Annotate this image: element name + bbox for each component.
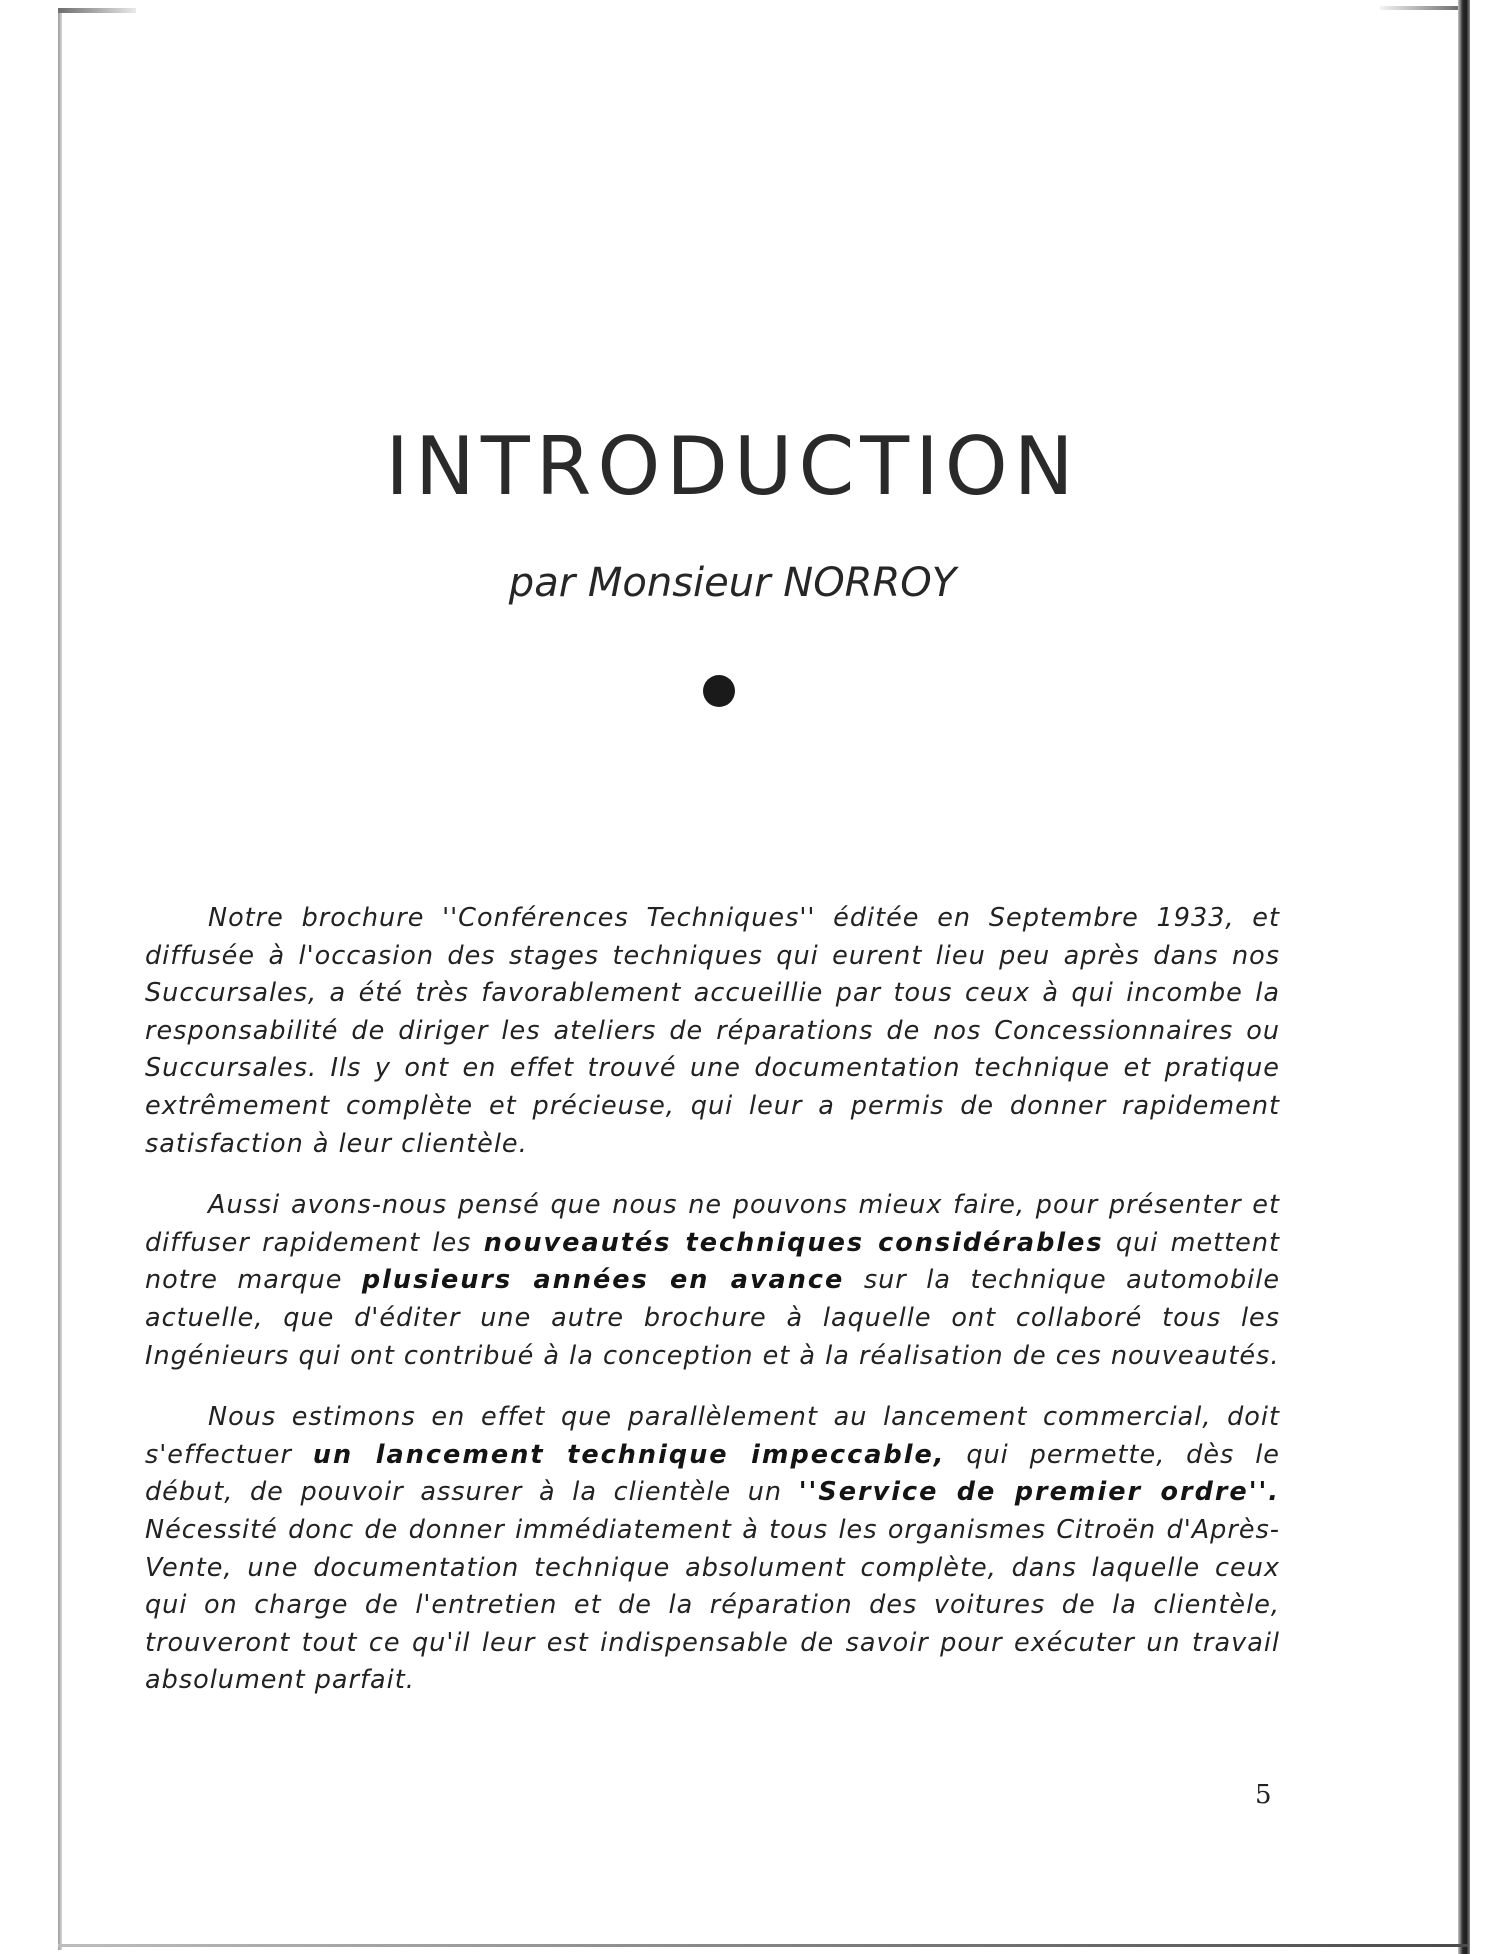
- scan-edge-right: [1458, 0, 1470, 1954]
- paragraph-3: [145, 1399, 1280, 1700]
- emphasis-text: un lancement technique impeccable,: [312, 1439, 946, 1470]
- emphasis-text: ''Service de premier ordre''.: [798, 1477, 1280, 1508]
- scan-edge-left: [58, 10, 62, 1950]
- bullet-dot-icon: [703, 675, 735, 707]
- paragraph-1: [145, 900, 1280, 1163]
- scan-edge-top-right: [1380, 6, 1470, 10]
- paragraph-text: sur la technique automobile actuelle, que d'éditer une autre brochure à laquelle ont collaboré tous les Ingénieurs qui ont contribué à la conception et à la réalisation de ces nouveautés.: [145, 1265, 1281, 1371]
- emphasis-text: plusieurs années en avance: [361, 1265, 845, 1296]
- emphasis-text: nouveautés techniques considérables: [483, 1227, 1104, 1258]
- paragraph-text: Nécessité donc de donner immédiatement à tous les organismes Citroën d'Après-Vente, une documentation technique absolument complète, dans laquelle ceux qui on charge de l'entretien et de la réparation des voitures de la clientèle, trouveront tout ce qu'il leur est indispensable de savoir pour exécuter un travail absolument parfait.: [145, 1514, 1280, 1696]
- author-byline: par Monsieur NORROY: [508, 560, 957, 606]
- paragraph-2: [145, 1187, 1280, 1375]
- scan-edge-bottom: [58, 1944, 1468, 1947]
- paragraph-text: Aussi avons-nous pensé que nous ne pouvons mieux faire, pour présenter et diffuser rapidement les: [145, 1190, 1280, 1258]
- scan-edge-top-left: [58, 8, 136, 13]
- paragraph-text: qui mettent notre marque: [145, 1227, 1280, 1296]
- paragraph-text: qui permette, dès le début, de pouvoir assurer à la clientèle un: [145, 1439, 1280, 1508]
- page-title: INTRODUCTION: [385, 420, 1080, 513]
- paragraph-text: Nous estimons en effet que parallèlement au lancement commercial, doit s'effectuer: [145, 1402, 1280, 1470]
- page-number: 5: [1255, 1780, 1272, 1810]
- paragraph-text: Notre brochure ''Conférences Techniques'' éditée en Septembre 1933, et diffusée à l'occasion des stages techniques qui eurent lieu peu après dans nos Succursales, a été très favorablement accueillie par tous ceux à qui incombe la responsabilité de diriger les ateliers de réparations de nos Concessionnaires ou Succursales. Ils y ont en effet trouvé une documentation technique et pratique extrêmement complète et précieuse, qui leur a permis de donner rapidement satisfaction à leur clientèle.: [145, 903, 1280, 1159]
- body-text: [145, 900, 1280, 1724]
